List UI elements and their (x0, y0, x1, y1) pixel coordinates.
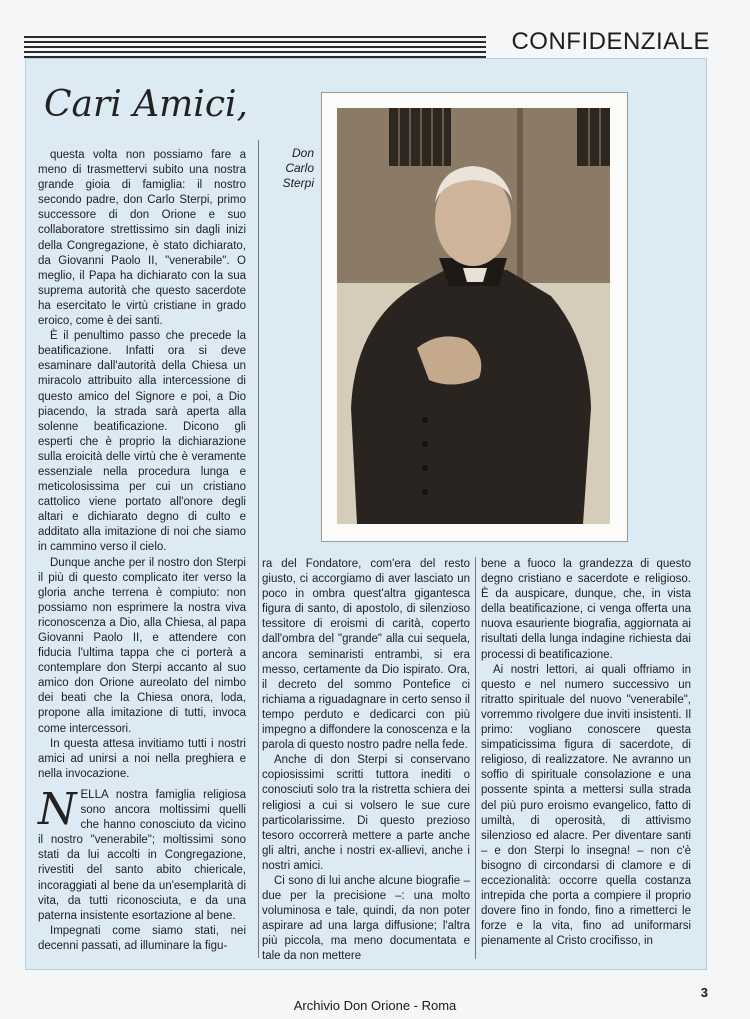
column-divider (475, 557, 476, 959)
paragraph: Ci sono di lui anche alcune biografie – due per la precisione –: una molto voluminosa e tale, quindi, da non poter aspirare ad una larga diffusione; l'altra più piccola, ma meno documentata e tale da non mettere (262, 874, 470, 963)
column-divider (258, 140, 259, 958)
header-title: CONFIDENZIALE (511, 28, 710, 55)
portrait-photo (337, 108, 610, 524)
text-column-3 (481, 557, 691, 949)
page-number: 3 (700, 985, 708, 1000)
paragraph: bene a fuoco la grandezza di questo degno cristiano e sacerdote e religioso. È da auspicare, dunque, che, in vista della beatificazione, ci venga offerta una nuova esauriente biografia, aggiornata ai risultati della lunga indagine richiesta dai processi di beatificazione. (481, 558, 691, 661)
paragraph: ra del Fondatore, com'era del resto giusto, ci accorgiamo di aver lasciato un poco in ombra quest'altra gigantesca figura di santo, di apostolo, di silenzioso tessitore di eroismi di carità, coperto dall'ombra del "grande" alla cui sequela, ancora seminaristi entrambi, si era messo, certamente da Dio ispirato. Ora, il decreto del sommo Pontefice ci richiama a riguadagnare in certo senso il tempo perduto e dedicarci con più impegno a diffondere la conoscenza e la parola di questo nostro padre nella fede. (262, 558, 470, 752)
paragraph: In questa attesa invitiamo tutti i nostri amici ad unirsi a noi nella preghiera e nella invocazione. (38, 737, 246, 780)
paragraph: Anche di don Sterpi si conservano copiosissimi scritti tuttora inediti o conosciuti solo tra la ristretta schiera dei religiosi a cui si volsero le sue cure particolarissime. Di questo prezioso tesoro occorrerà mettere a parte anche gli altri, anche i nostri ex-allievi, anche i nostri amici. (262, 754, 470, 872)
paragraph: Dunque anche per il nostro don Sterpi il più di questo complicato iter verso la gloria anche terrena è compiuto: non possiamo non esprimere la nostra viva riconoscenza a Dio, alla Chiesa, al papa Giovanni Paolo II, e attendere con fiducia l'ultima tappa che ci porterà a contemplare don Sterpi accanto al suo amico don Orione aureolato del nimbo dei beati che la Chiesa onora, loda, propone alla imitazione di tutti, invoca come intercessori. (38, 556, 246, 735)
paragraph: Impegnati come siamo stati, nei decenni passati, ad illuminare la figu- (38, 924, 246, 952)
drop-cap: N (38, 783, 77, 835)
caption-line: Don (291, 146, 314, 160)
caption-line: Sterpi (282, 176, 314, 190)
paragraph: questa volta non possiamo fare a meno di trasmettervi subito una nostra grande gioia di famiglia: il nostro secondo padre, don Carlo Sterpi, primo successore di don Orione e suo collaboratore strettissimo sin dagli inizi della Congregazione, è stato dichiarato, da Giovanni Paolo II, "venerabile". O meglio, il Papa ha dichiarato con la sua suprema autorità che questo sacerdote ha esercitato le virtù cristiane in grado eroico, come è dei santi. (38, 149, 246, 328)
archive-footer: Archivio Don Orione - Roma (293, 998, 457, 1013)
paragraph-text: ELLA nostra famiglia religiosa sono ancora moltissimi quelli che hanno conosciuto da vicino il nostro "venerabile"; moltissimi sono stati da lui accolti in Congregazione, rivestiti del santo abito chiericale, incoraggiati al bene da un'esemplarità di vita, da tutti riconosciuta, e da una paterna insistente esortazione al bene. (38, 788, 246, 922)
paragraph: Ai nostri lettori, ai quali offriamo in questo e nel numero successivo un ritratto spirituale del nuovo "venerabile", vorremmo rivolgere due inviti insistenti. Il primo: vogliano conoscere questa simpaticissima figura di sacerdote, di religioso, di realizzatore. Ne avranno un soffio di spirituale consolazione e una possente spinta a mettersi sulla strada del più puro eroismo evangelico, fatto di umiltà, di operosità, di attivismo silenzioso ed alacre. Per diventare santi – e don Sterpi lo insegna! – non c'è bisogno di circondarsi di clamore e di eccezionalità: occorre quella costanza intrepida che porta a compiere il proprio dovere fino in fondo, fino a rimetterci le forze e la vita, fino ad uniformarsi pienamente al Cristo crocifisso, in (481, 663, 691, 948)
photo-caption (268, 146, 314, 191)
text-column-2 (262, 557, 470, 965)
caption-line: Carlo (285, 161, 314, 175)
salutation: Cari Amici, (44, 84, 248, 125)
paragraph (38, 783, 246, 924)
text-column-1 (38, 148, 246, 954)
paragraph: È il penultimo passo che precede la beatificazione. Infatti ora si deve esaminare dall'autorità della Chiesa un miracolo attribuito alla intercessione di questo amico del Signore e poi, a Dio piacendo, la strada sarà aperta alla solenne beatificazione. Dicono gli esperti che è proprio la dichiarazione sulla eroicità delle virtù che è veramente essenziale nella procedura lunga e meticolosissima per cui un cristiano cattolico viene portato all'onore degli altari e dichiarato degno di culto e additato alla imitazione di noi che siamo in cammino verso il cielo. (38, 330, 246, 554)
